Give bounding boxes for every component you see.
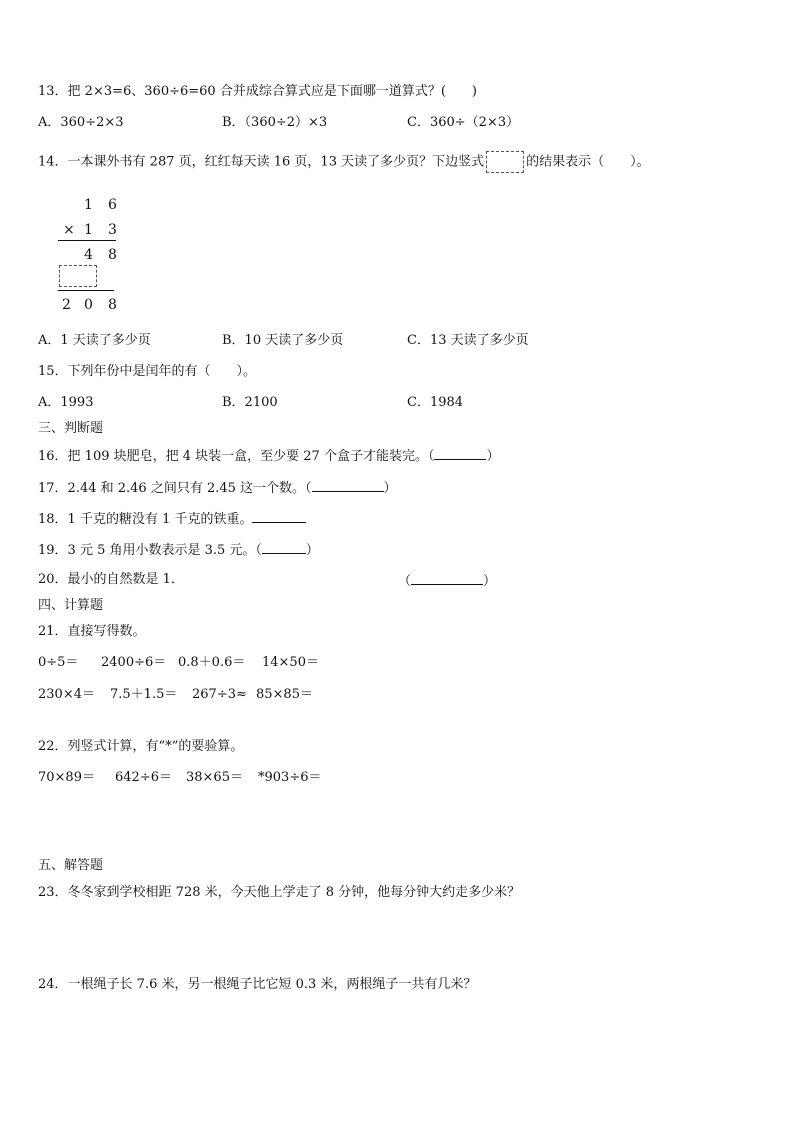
v-row3-d1: 4 (84, 247, 93, 263)
q21-item-1: 0÷5＝ (38, 655, 79, 670)
q14-stem-after: 的结果表示（ ）。 (526, 154, 650, 170)
q22-item-4: *903÷6＝ (258, 770, 322, 785)
q21-item-2: 2400÷6＝ (101, 655, 167, 670)
section-5-heading: 五、解答题 (38, 858, 104, 873)
v-row1-d2: 6 (108, 197, 117, 213)
q21-item-3: 0.8＋0.6＝ (178, 655, 246, 670)
q13-option-b: B．（360÷2）×3 (222, 115, 328, 130)
q15-option-c: C．1984 (407, 395, 464, 410)
question-14-stem (38, 151, 650, 173)
section-4-heading: 四、计算题 (38, 598, 104, 613)
q15-option-a: A．1993 (38, 395, 94, 410)
v-result-d2: 0 (84, 297, 93, 313)
dashed-box-icon (486, 151, 524, 173)
q22-item-1: 70×89＝ (38, 770, 95, 785)
q18-answer-blank[interactable] (252, 510, 306, 523)
question-13-stem: 13．把 2×3=6、360÷6=60 合并成综合算式应是下面哪一道算式？( ) (38, 84, 477, 99)
question-16 (38, 447, 499, 465)
q16-answer-blank[interactable] (434, 447, 486, 460)
question-21-stem: 21．直接写得数。 (38, 624, 146, 639)
q15-option-b: B．2100 (222, 395, 278, 410)
q22-item-2: 642÷6＝ (115, 770, 172, 785)
v-row2-d1: 1 (84, 222, 93, 238)
q13-option-c: C．360÷（2×3） (407, 115, 520, 130)
v-times-sign: × (63, 222, 75, 238)
v-row3-d2: 8 (108, 247, 117, 263)
q20-answer-blank[interactable] (411, 572, 483, 585)
question-20-stem: 20．最小的自然数是 1． (38, 572, 184, 587)
question-15-stem: 15．下列年份中是闰年的有（ ）。 (38, 364, 257, 379)
q21-item-5: 230×4＝ (38, 687, 95, 702)
v-line-1 (58, 240, 116, 241)
v-line-2 (58, 290, 114, 291)
q21-item-4: 14×50＝ (262, 655, 319, 670)
q14-option-b: B．10 天读了多少页 (222, 333, 344, 348)
q20-open: （ (398, 574, 412, 589)
v-result-d3: 8 (108, 297, 117, 313)
q21-item-6: 7.5＋1.5＝ (110, 687, 178, 702)
v-result-d1: 2 (62, 297, 71, 313)
q21-item-7: 267÷3≈ (192, 687, 247, 702)
q17-answer-blank[interactable] (312, 479, 384, 492)
q22-item-3: 38×65＝ (186, 770, 243, 785)
q14-option-c: C．13 天读了多少页 (407, 333, 529, 348)
question-23: 23．冬冬家到学校相距 728 米，今天他上学走了 8 分钟，他每分钟大约走多少米？ (38, 885, 521, 900)
q19-close: ） (305, 543, 319, 558)
q14-stem-before: 14．一本课外书有 287 页，红红每天读 16 页，13 天读了多少页？下边竖式 (38, 154, 485, 170)
q18-text: 18．1 千克的糖没有 1 千克的铁重。 (38, 512, 253, 527)
question-20-answer (398, 572, 496, 590)
question-24: 24．一根绳子长 7.6 米，另一根绳子比它短 0.3 米，两根绳子一共有几米？ (38, 977, 477, 992)
question-17 (38, 479, 397, 497)
question-18 (38, 510, 306, 528)
question-22-stem: 22．列竖式计算，有“*”的要验算。 (38, 739, 244, 754)
q19-text: 19．3 元 5 角用小数表示是 3.5 元。（ (38, 543, 262, 558)
q16-text: 16．把 109 块肥皂，把 4 块装一盒，至少要 27 个盒子才能装完。（ (38, 449, 435, 464)
q19-answer-blank[interactable] (262, 541, 306, 554)
q20-close: ） (483, 574, 497, 589)
v-dashed-box (59, 265, 97, 287)
section-3-heading: 三、判断题 (38, 421, 104, 436)
q17-text: 17．2.44 和 2.46 之间只有 2.45 这一个数。（ (38, 481, 312, 496)
q17-close: ） (383, 481, 397, 496)
q14-option-a: A．1 天读了多少页 (38, 333, 151, 348)
q13-option-a: A．360÷2×3 (38, 115, 124, 130)
question-19 (38, 541, 319, 559)
v-row2-d2: 3 (108, 222, 117, 238)
v-row1-d1: 1 (84, 197, 93, 213)
q16-close: ） (486, 449, 500, 464)
q21-item-8: 85×85＝ (256, 687, 313, 702)
